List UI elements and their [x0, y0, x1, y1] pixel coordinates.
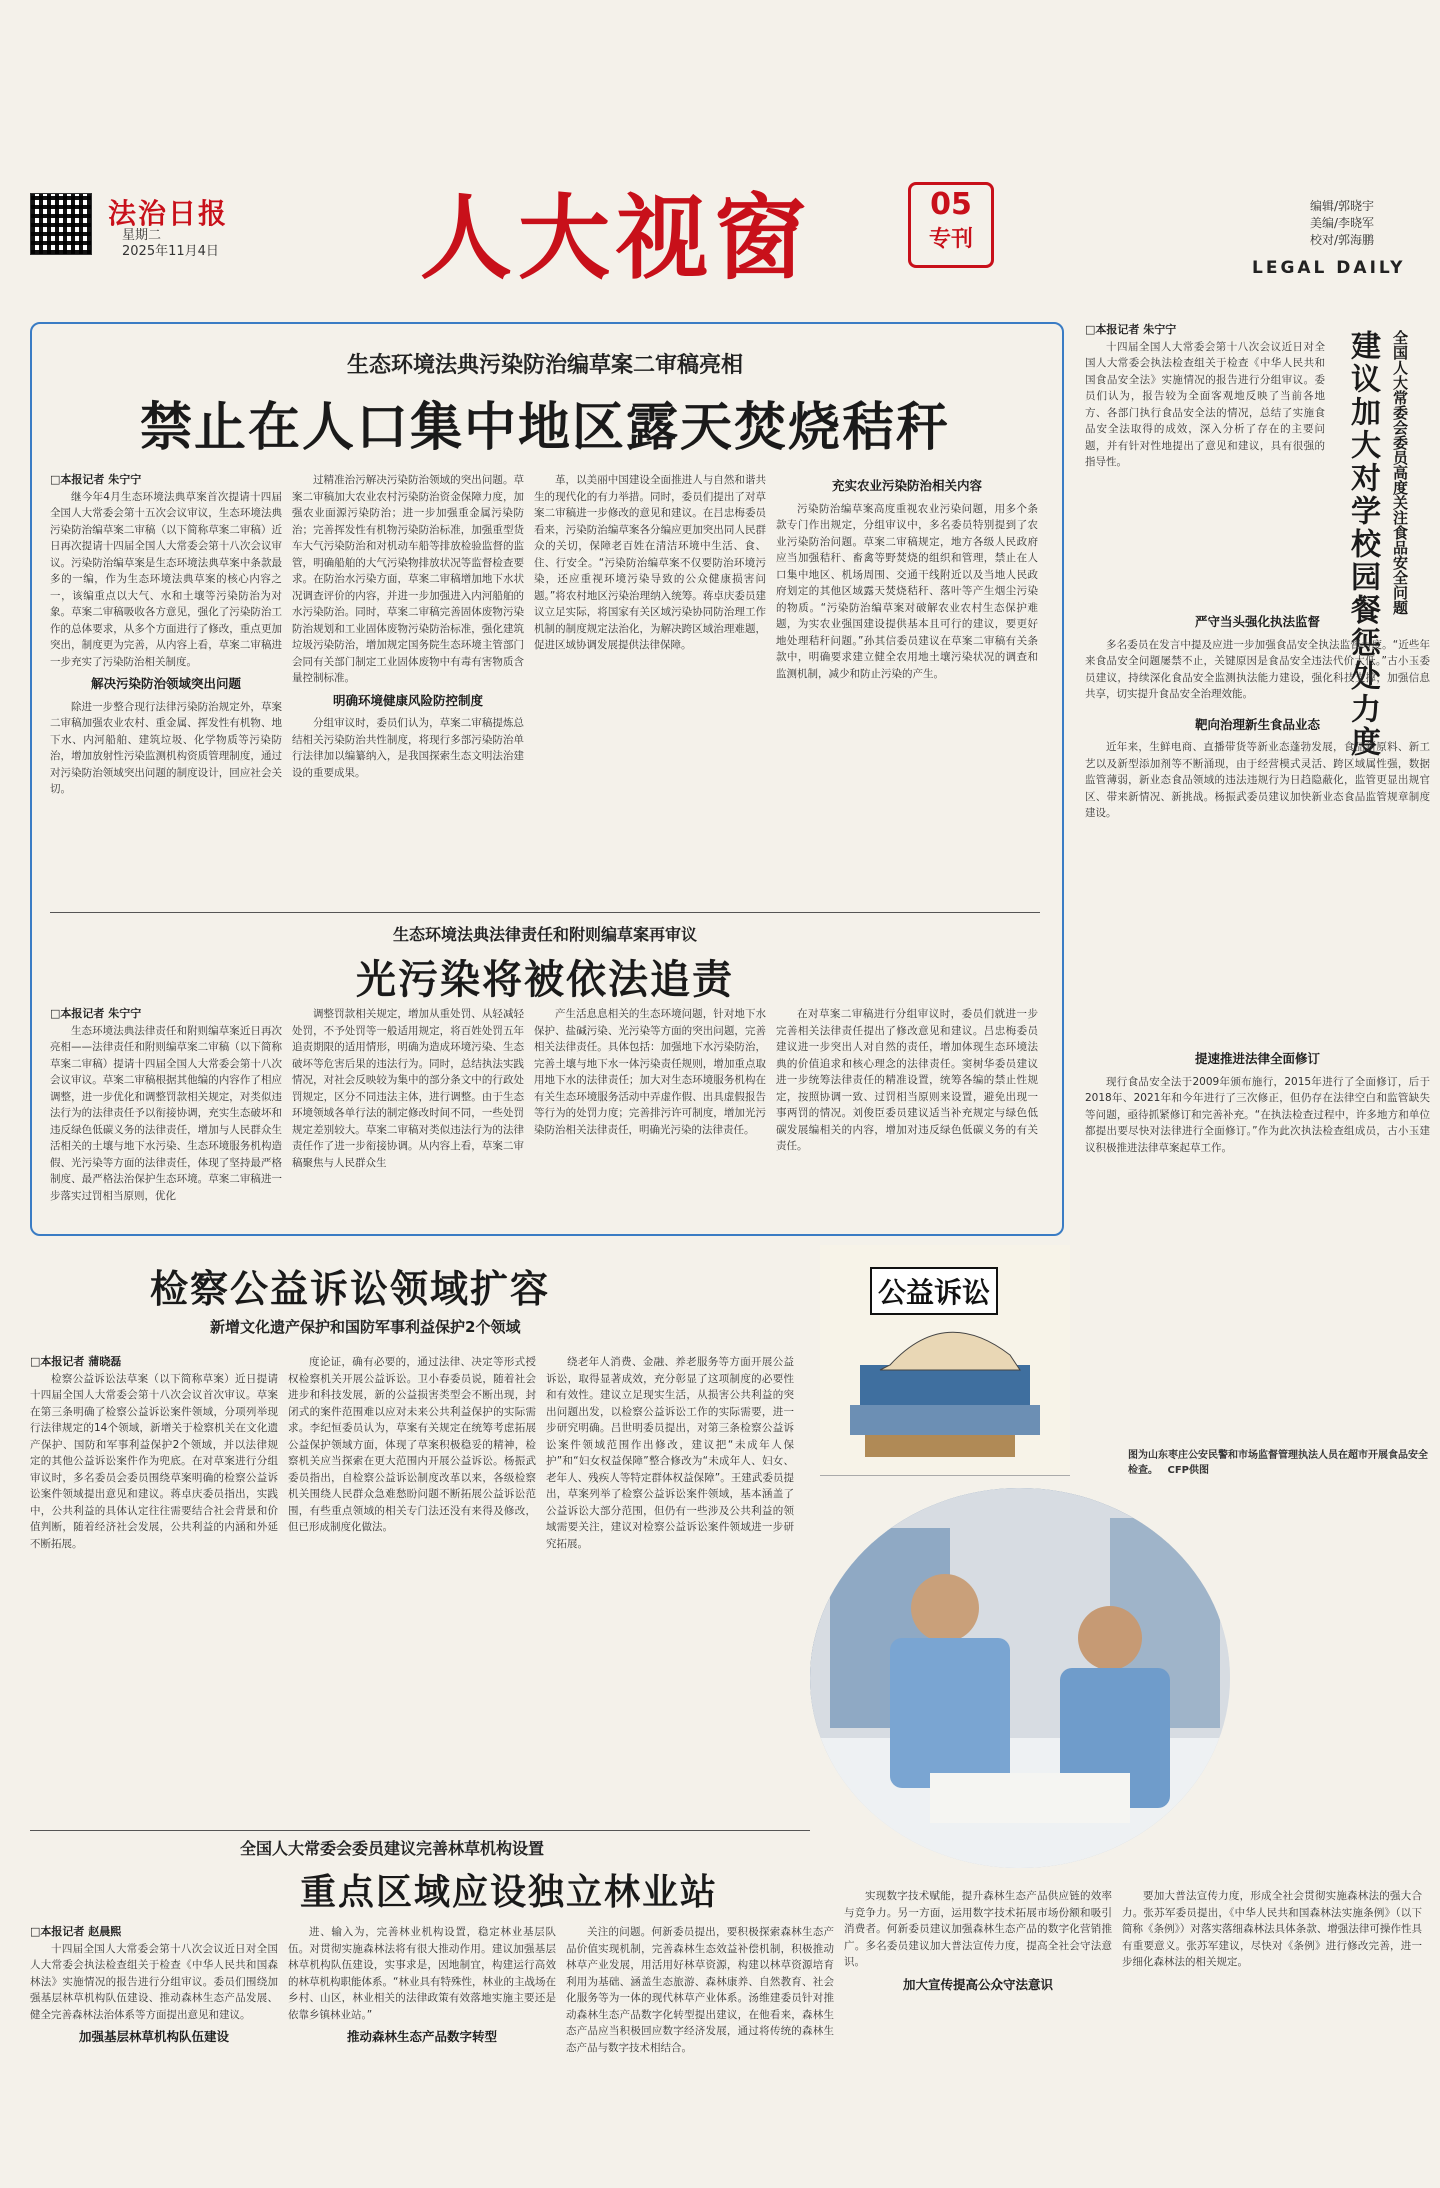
- article2-text-3: 产生活息息相关的生态环境问题，针对地下水保护、盐碱污染、光污染等方面的突出问题，完善相关法律责任。具体包括：加强地下水污染防治，完善土壤与地下水一体污染责任规则，增加重点取用地下水的法律责任；加大对生态环境服务机构在有关生态环境服务活动中弄虚作假、出具虚假报告等行为的处罚力度；完善排污许可制度，增加光污染防治相关法律责任，明确光污染的法律责任。: [534, 1008, 766, 1136]
- section-title: 人大视窗: [420, 185, 813, 292]
- article3-headline: 检察公益诉讼领域扩容: [150, 1267, 551, 1311]
- article5-text-2: 进、输入为，完善林业机构设置，稳定林业基层队伍。对贯彻实施森林法将有很大推动作用。建议加强基层林草机构队伍建设，实事求是，因地制宜，构建运行高效的林草机构职能体系。“林业具有特殊性，林业的主战场在乡村、山区，林业相关的法律政策有效落地实施主要还是依靠乡镇林业站。”: [288, 1926, 556, 2021]
- article4-subhead-3: 提速推进法律全面修订: [1194, 1051, 1320, 1066]
- article1-column-3: [534, 472, 766, 902]
- article2-text-2: 调整罚款相关规定，增加从重处罚、从轻减轻处罚，不予处罚等一般适用规定，将百姓处罚五年追责期限的适用情形，明确为造成环境污染、生态破坏等危害后果的违法行为。同时，总结执法实践情况，对社会反映较为集中的部分条文中的行政处罚规定，区分不同违法主体，进行调整。由于生态环境领域各单行法的制定修改时间不同，一些处罚规定差别较大。草案二审稿对类似违法行为的法律责任作了进一步衔接协调。从内容上看，草案二审稿聚焦与人民群众生: [292, 1008, 524, 1169]
- article5-column-1: [30, 1924, 278, 2174]
- photo-credit: CFP供图: [1167, 1465, 1209, 1476]
- article1-byline: □本报记者 朱宁宁: [50, 473, 142, 486]
- article3-column-1: [30, 1354, 278, 1814]
- article1-text-4: 污染防治编草案高度重视农业污染问题，用多个条款专门作出规定，分组审议中，多名委员特别提到了农业污染防治问题。草案二审稿规定，地方各级人民政府应当加强秸秆、畜禽等野焚烧的组织和管理，禁止在人口集中地区、机场周围、交通干线附近以及当地人民政府划定的其他区域露天焚烧秸秆、落叶等产生烟尘污染的物质。“污染防治编草案对破解农业农村生态保护难题，为实农业强国建设提供基本且可行的建议，要更好地处理秸秆问题。”孙其信委员建议在草案二审稿有关条款中，明确要求建立健全农用地土壤污染状况的调查和监测机制，减少和防止污染的产生。: [776, 502, 1038, 680]
- article4-subhead-1: 严守当头强化执法监督: [1194, 614, 1320, 629]
- art-editor: 美编/李晓军: [1310, 216, 1375, 230]
- article5-column-2: [288, 1924, 556, 2174]
- issue-date: [122, 228, 219, 260]
- article3-byline: □本报记者 蒲晓磊: [30, 1355, 122, 1368]
- article2-column-2: [292, 1006, 524, 1222]
- article1-text-1: 继今年4月生态环境法典草案首次提请十四届全国人大常委会第十五次会议审议，生态环境法典污染防治编草案二审稿（以下简称草案二审稿）近日再次提请十四届全国人大常委会第十八次会议审议。污染防治编草案是生态环境法典草案中条款最多的一编，作为生态环境法典草案的核心内容之一，该编重点以大气、水和土壤等污染防治为对象。草案二审稿吸收各方意见，强化了污染防治工作的总体要求，从多个方面进行了修改，重点更加突出，制度更为完善，从内容上看，草案二审稿进一步充实了污染防治相关制度。: [50, 490, 282, 668]
- article2-text-1: 生态环境法典法律责任和附则编草案近日再次亮相——法律责任和附则编草案二审稿（以下简称草案二审稿）提请十四届全国人大常委会第十八次会议审议。草案二审稿根据其他编的内容作了相应调整，进一步优化和调整罚款相关规定，对类似违法行为的法律责任予以衔接协调，充实生态破坏和违反绿色低碳义务的法律责任，增加与人民群众生活相关的土壤与地下水污染、生态环境服务机构造假、光污染等方面的法律责任，体现了坚持最严格制度、最严格法治保护生态环境。草案二审稿进一步落实过罚相当原则，优化: [50, 1024, 282, 1202]
- article4-section-3: [1085, 1045, 1430, 1240]
- article3-text-1: 检察公益诉讼法草案（以下简称草案）近日提请十四届全国人大常委会第十八次会议首次审议。草案在第三条明确了检察公益诉讼案件领域，分项列举现行法律规定的14个领域，新增关于检察机关在文化遗产保护、国防和军事利益保护2个领域，并以法律规定的其他公益诉讼案件作为兜底。在对草案进行分组审议时，多名委员会委员围绕草案明确的检察公益诉讼案件领域提出意见和建议。蒋卓庆委员指出，实践中，公共利益的具体认定往往需要结合社会背景和价值判断，随着经济社会发展，公共利益的内涵和外延不断拓展。: [30, 1372, 278, 1550]
- article1-subhead-2: 明确环境健康风险防控制度: [332, 692, 483, 708]
- food-inspection-photo: [810, 1488, 1230, 1868]
- article1-headline: 禁止在人口集中地区露天焚烧秸秆: [139, 398, 950, 458]
- english-name: LEGAL DAILY: [1252, 258, 1406, 278]
- article2-column-3: [534, 1006, 766, 1222]
- article1-text-1b: 除进一步整合现行法律污染防治规定外，草案二审稿加强农业农村、重金属、挥发性有机物、地下水、内河船舶、建筑垃圾、化学物质等污染防治，增加放射性污染监测机构资质管理制度，通过对污染防治领域突出问题的制度设计，回应社会关切。: [50, 700, 282, 795]
- article1-text-2b: 分组审议时，委员们认为，草案二审稿提炼总结相关污染防治共性制度，将现行多部污染防治单行法律加以编纂纳入，是我国探索生态文明法治建设的重要成果。: [292, 717, 524, 779]
- article4-text-2: 多名委员在发言中提及应进一步加强食品安全执法监督力度。“近些年来食品安全问题屡禁不止，关键原因是食品安全违法代价太低。”古小玉委员建议，持续深化食品安全监测执法能力建设，强化科技支撑，加强信息共享，切实提升食品安全治理效能。: [1085, 638, 1430, 700]
- photo-caption: [1128, 1448, 1428, 1478]
- article4-intro: [1085, 322, 1325, 612]
- article5-byline: □本报记者 赵晨熙: [30, 1925, 122, 1938]
- article-divider-1: [50, 912, 1040, 913]
- article2-column-4: [776, 1006, 1038, 1222]
- photo-caption-text: 图为山东枣庄公安民警和市场监督管理执法人员在超市开展食品安全检查。: [1128, 1450, 1428, 1476]
- article4-section-1: [1085, 608, 1430, 1038]
- article5-subhead-3: 加大宣传提高公众守法意识: [902, 1976, 1053, 1992]
- article5-text-1: 十四届全国人大常委会第十八次会议近日对全国人大常委会执法检查组关于检查《中华人民共和国森林法》实施情况的报告进行分组审议。委员们围绕加强基层林草机构队伍建设、推动森林生态产品发展、健全完善森林法治体系等方面提出意见和建议。: [30, 1942, 278, 2021]
- weekday: 星期二: [122, 228, 162, 243]
- article1-column-1: [50, 472, 282, 902]
- article1-column-2: [292, 472, 524, 902]
- article3-column-3: [546, 1354, 794, 1814]
- article5-text-5: 要加大普法宣传力度，形成全社会贯彻实施森林法的强大合力。张苏军委员提出，《中华人民共和国森林法实施条例》（以下简称《条例》）对落实落细森林法具体条款、增强法律可操作性具有重要意义。张苏军建议，尽快对《条例》进行修改完善，进一步细化森林法的相关规定。: [1122, 1890, 1422, 1968]
- article3-text-3: 绕老年人消费、金融、养老服务等方面开展公益诉讼，取得显著成效，充分彰显了这项制度的必要性和有效性。建议立足现实生活，从损害公共利益的突出问题出发，以检察公益诉讼工作的实际需要，进一步研究明确。吕世明委员提出，对第三条检察公益诉讼案件领域范围作出修改，建议把“未成年人保护”和“妇女权益保障”整合修改为“未成年人、妇女、老年人、残疾人等特定群体权益保障”。王建武委员提出，草案列举了检察公益诉讼案件领域，基本涵盖了公益诉讼大部分范围，但仍有一些涉及公共利益的领域需要关注，建议对检察公益诉讼案件领域进一步研究拓展。: [546, 1356, 794, 1550]
- article4-text-1: 十四届全国人大常委会第十八次会议近日对全国人大常委会执法检查组关于检查《中华人民共和国食品安全法》实施情况的报告进行分组审议。委员们认为，报告较为全面客观地反映了当前各地方、各部门执行食品安全法的情况，总结了实施食品安全法取得的成效，深入分析了存在的主要问题，并有针对性地提出了意见和建议，具有很强的指导性。: [1085, 340, 1325, 468]
- article5-column-3: [566, 1924, 834, 2174]
- article-divider-2: [30, 1830, 810, 1831]
- article1-text-2: 过精准治污解决污染防治领域的突出问题。草案二审稿加大农业农村污染防治资金保障力度，加强农业面源污染防治；进一步加强重金属污染防治；完善挥发性有机物污染防治标准，加强重型货车大气污染防治和对机动车船等排放检验监督的监管，明确船舶的大气污染物排放状况等监督检查要求。在防治水污染方面，草案二审稿增加地下水状况调查评价的内容，并进一步加强进入内河船舶的水污染防治。同时，草案二审稿完善固体废物污染防治规划和工业固体废物污染防治标准，强化建筑垃圾污染防治，增加规定国务院生态环境主管部门会同有关部门制定工业固体废物中有毒有害物质含量控制标准。: [292, 474, 524, 684]
- article2-column-1: [50, 1006, 282, 1222]
- article4-vertical-headline: 建议加大对学校园餐惩处力度: [1345, 330, 1380, 759]
- article4-subhead-2: 靶向治理新生食品业态: [1194, 716, 1320, 732]
- article1-text-3: 革，以美丽中国建设全面推进人与自然和谐共生的现代化的有力举措。同时，委员们提出了对草案二审稿进一步修改的意见和建议。在吕忠梅委员看来，污染防治编草案各分编应更加突出同人民群众的关切，保障老百姓在清洁环境中生活、食、住、行安全。“污染防治编草案不仅要防治环境污染，还应重视环境污染导致的公众健康损害问题。”将农村地区污染治理纳入统筹。蒋卓庆委员建议立足实际，将国家有关区域污染协同防治理工作机制的制度规定法治化，为解决跨区域治理难题，促进区域协调发展提供法律保障。: [534, 474, 766, 651]
- article5-column-5: [1122, 1888, 1422, 2174]
- article1-subhead-3: 充实农业污染防治相关内容: [831, 478, 982, 493]
- edition-number: 05: [930, 187, 972, 222]
- article5-kicker: 全国人大常委会委员建议完善林草机构设置: [240, 1839, 545, 1858]
- editor: 编辑/郭晓宇: [1310, 199, 1375, 213]
- article2-kicker: 生态环境法典法律责任和附则编草案再审议: [392, 925, 697, 944]
- article2-text-4: 在对草案二审稿进行分组审议时，委员们就进一步完善相关法律责任提出了修改意见和建议。吕忠梅委员建议进一步突出人对自然的责任，增加体现生态环境法典的价值追求和核心理念的法律责任。窦树华委员建议进一步统筹法律责任的精准设置，统筹各编的禁止性规定，按照协调一致、过罚相当原则来设置，避免出现一事两罚的情况。刘俊臣委员建议适当补充规定与绿色低碳发展编相关的内容，增加对违反绿色低碳义务的有关责任。: [776, 1008, 1038, 1152]
- article5-text-4: 实现数字技术赋能，提升森林生态产品供应链的效率与竞争力。另一方面，运用数字技术拓展市场份额和吸引消费者。何新委员建议加强森林生态产品的数字化营销推广。多名委员建议加大普法宣传力度，提高全社会守法意识。: [844, 1890, 1112, 1968]
- paper-name: 法治日报: [108, 197, 229, 230]
- edition-type: 专刊: [928, 227, 973, 252]
- article5-subhead-2: 推动森林生态产品数字转型: [346, 2029, 497, 2044]
- article3-deck: 新增文化遗产保护和国防军事利益保护2个领域: [210, 1318, 521, 1336]
- qr-code: [30, 193, 92, 255]
- article4-byline: □本报记者 朱宁宁: [1085, 323, 1177, 336]
- article1-subhead-1: 解决污染防治领域突出问题: [90, 676, 241, 691]
- proofreader: 校对/郭海鹏: [1310, 233, 1375, 247]
- article3-column-2: [288, 1354, 536, 1814]
- article4-text-3: 近年来，生鲜电商、直播带货等新业态蓬勃发展，食品新原料、新工艺以及新型添加剂等不断涌现，由于经营模式灵活、跨区域属性强，数据监管薄弱，新业态食品领域的违法违规行为日趋隐蔽化，监管更显出规官区、带来新情况、新挑战。杨振武委员建议加快新业态食品监管规章制度建设。: [1085, 741, 1430, 819]
- edition-badge: [908, 182, 994, 268]
- article1-column-4: [776, 472, 1038, 902]
- article2-headline: 光污染将被依法追责: [356, 957, 734, 1003]
- article4-text-4: 现行食品安全法于2009年颁布施行，2015年进行了全面修订，后于2018年、2021年和今年进行了三次修正，但仍存在法律空白和监管缺失等问题，亟待抓紧修订和完善补充。“在执法检查过程中，许多地方和单位都提出要尽快对法律进行全面修订。”作为此次执法检查组成员，古小玉建议积极推进法律草案起草工作。: [1085, 1075, 1430, 1154]
- date: 2025年11月4日: [122, 244, 219, 259]
- cartoon-label: 公益诉讼: [870, 1267, 998, 1315]
- article5-headline: 重点区域应设独立林业站: [300, 1872, 719, 1913]
- editor-credits: [1310, 198, 1374, 249]
- article4-vertical-kicker: 全国人大常委会委员高度关注食品安全问题: [1391, 330, 1409, 615]
- article5-subhead-1: 加强基层林草机构队伍建设: [78, 2029, 229, 2044]
- article5-text-3: 关注的问题。何新委员提出，要积极探索森林生态产品价值实现机制，完善森林生态效益补偿机制，积极推动林草产业发展，用活用好林草资源，构建以林草资源培育利用为基础、涵盖生态旅游、森林康养、自然教育、社会化服务等为一体的现代林草产业体系。汤维建委员针对推动森林生态产品数字化转型提出建议，在他看来，森林生态产品应当积极回应数字经济发展，通过将传统的森林生态产品与数字技术相结合。: [566, 1926, 834, 2054]
- public-interest-cartoon: [820, 1245, 1070, 1476]
- article5-column-4: [844, 1888, 1112, 2174]
- article2-byline: □本报记者 朱宁宁: [50, 1007, 142, 1020]
- article3-text-2: 度论证，确有必要的，通过法律、决定等形式授权检察机关开展公益诉讼。卫小春委员说，随着社会进步和科技发展，新的公益损害类型会不断出现，封闭式的案件范围难以应对未来公共利益保护的实际需求。李纪恒委员认为，草案有关规定在统筹考虑拓展公益保护领域方面，体现了草案积极稳妥的精神，检察机关应当探索在更大范围内开展公益诉讼。杨振武委员指出，自检察公益诉讼制度改革以来，各级检察机关围绕人民群众急难愁盼问题不断拓展公益诉讼范围，有些重点领域的相关专门法还没有来得及修改，但已形成制度化做法。: [288, 1356, 536, 1533]
- photo-scene: [810, 1488, 1230, 1868]
- article1-kicker: 生态环境法典污染防治编草案二审稿亮相: [346, 353, 743, 378]
